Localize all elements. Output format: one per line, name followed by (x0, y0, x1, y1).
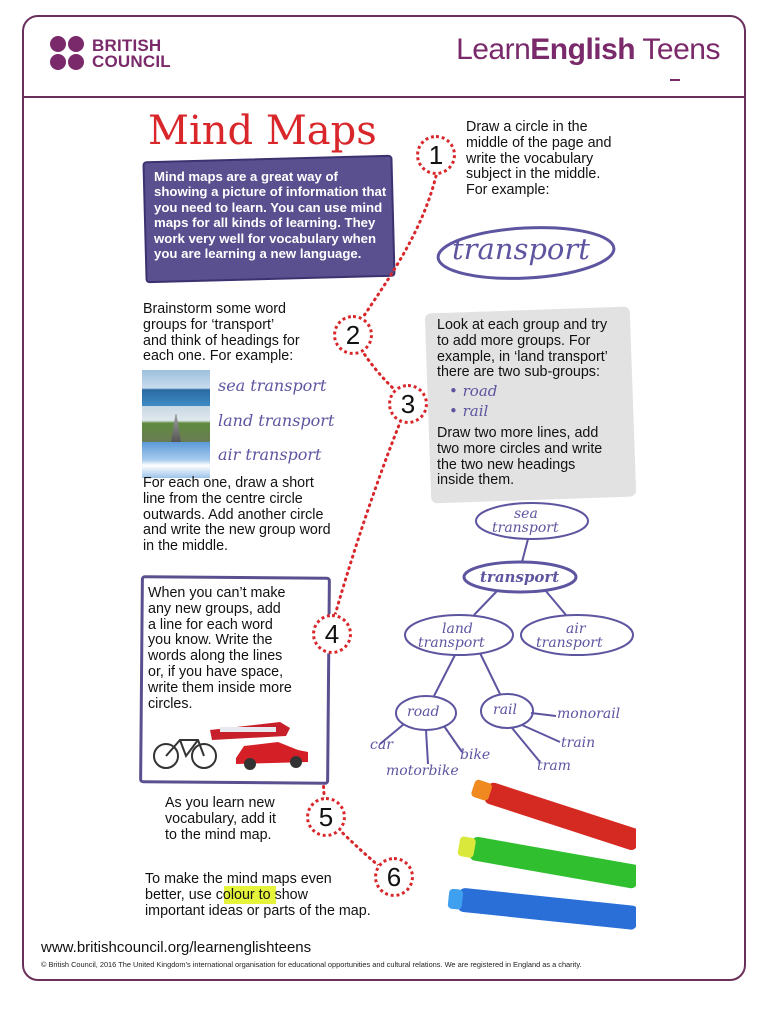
text-line: outwards. Add another circle (143, 506, 324, 523)
step-5-badge: 5 (306, 797, 346, 837)
text-line: or, if you have space, (148, 663, 284, 680)
map-node-road: road (407, 704, 440, 720)
text-line: Look at each group and try (437, 317, 608, 333)
logo-line-2: COUNCIL (92, 52, 171, 71)
text-line: subject in the middle. (466, 166, 601, 183)
map-node-sea-line2: transport (492, 520, 559, 536)
text-line: in the middle. (143, 538, 229, 555)
map-word-tram: tram (537, 758, 571, 774)
text-line: As you learn new (165, 795, 275, 811)
step-6-text (145, 872, 371, 919)
group-air-label: air transport (218, 445, 322, 464)
text-line: you know. Write the (148, 632, 273, 649)
text-line: there are two sub-groups: (437, 364, 600, 381)
map-node-air-line1: air (566, 621, 586, 637)
text-line: Draw a circle in the (466, 119, 588, 135)
text-line: each one. For example: (143, 348, 294, 365)
text-line: to the mind map. (165, 826, 272, 843)
footer-url[interactable]: www.britishcouncil.org/learnenglishteens (41, 939, 312, 956)
text-line: a line for each word (148, 616, 273, 633)
map-word-car: car (370, 737, 393, 753)
text-span: to show (254, 886, 308, 903)
text-line: write them inside more (148, 679, 292, 696)
map-node-land-line2: transport (418, 635, 485, 651)
step-4-badge: 4 (312, 614, 352, 654)
text-line: any new groups, add (148, 600, 281, 617)
step-6-badge: 6 (374, 857, 414, 897)
map-node-land-line1: land (442, 621, 473, 637)
map-word-train: train (561, 735, 596, 751)
map-word-bike: bike (460, 747, 491, 763)
text-line: Brainstorm some word (143, 301, 287, 317)
map-node-rail: rail (493, 702, 517, 718)
text-span: better, use (145, 886, 216, 903)
sub-group-road: • road (449, 382, 498, 400)
sub-group-rail: • rail (449, 402, 489, 420)
step-1-badge: 1 (416, 135, 456, 175)
step-5-text (165, 796, 276, 843)
text-line: write the vocabulary (466, 150, 594, 167)
text-line: important ideas or parts of the map. (145, 902, 371, 919)
text-line: vocabulary, add it (165, 810, 276, 827)
map-node-air-line2: transport (536, 635, 603, 651)
car-icon (236, 742, 308, 770)
text-line: line from the centre circle (143, 490, 303, 507)
brand-teens: Teens (635, 33, 720, 66)
brand-learn: Learn (456, 33, 531, 66)
text-line: example, in ‘land transport’ (437, 348, 608, 365)
text-line: circles. (148, 695, 193, 712)
example-word: transport (452, 232, 590, 266)
intro-text: Mind maps are a great way of showing a picture of information that you need to learn. You can use mind maps for all kinds of learning. They work very well for vocabulary when you are learning a new language. (154, 169, 387, 262)
footer-legal: © British Council, 2016 The United Kingdom's international organisation for educational opportunities and cultural relations. We are registered in England as a charity. (41, 960, 582, 969)
page-title: Mind Maps (148, 108, 377, 154)
group-sea-label: sea transport (218, 376, 327, 395)
highlighted-word: colour (215, 886, 255, 903)
step-3-badge: 3 (388, 384, 428, 424)
text-line: to add more groups. For (437, 332, 591, 349)
text-line: the two new headings (437, 456, 576, 473)
map-word-monorail: monorail (557, 706, 621, 722)
text-line: groups for ‘transport’ (143, 316, 275, 333)
sub-rail-label: rail (462, 402, 489, 420)
bicycle-icon (154, 740, 216, 768)
text-line: and think of headings for (143, 332, 300, 349)
map-word-motorbike: motorbike (386, 763, 459, 779)
text-line: two more circles and write (437, 440, 603, 457)
text-line: middle of the page and (466, 134, 612, 151)
sub-road-label: road (462, 382, 498, 400)
text-line: Draw two more lines, add (437, 425, 599, 441)
brand-english: English (530, 33, 636, 66)
map-node-center: transport (480, 568, 560, 586)
text-line: and write the new group word (143, 522, 331, 539)
text-line: words along the lines (148, 648, 283, 665)
map-node-sea-line1: sea (514, 506, 538, 522)
text-line: For each one, draw a short (143, 475, 314, 491)
text-line: When you can’t make (148, 585, 286, 601)
step-4-text (148, 586, 292, 712)
text-line: For example: (466, 182, 550, 199)
blue-marker-icon (447, 886, 636, 930)
train-icon (210, 722, 290, 740)
text-line: inside them. (437, 472, 515, 489)
logo-line-1: BRITISH (92, 36, 162, 55)
text-line: To make the mind maps even (145, 871, 332, 887)
text-line (145, 888, 371, 904)
vehicles-illustration (148, 700, 318, 774)
group-land-label: land transport (218, 411, 335, 430)
step-2-badge: 2 (333, 315, 373, 355)
markers-illustration (440, 778, 636, 930)
